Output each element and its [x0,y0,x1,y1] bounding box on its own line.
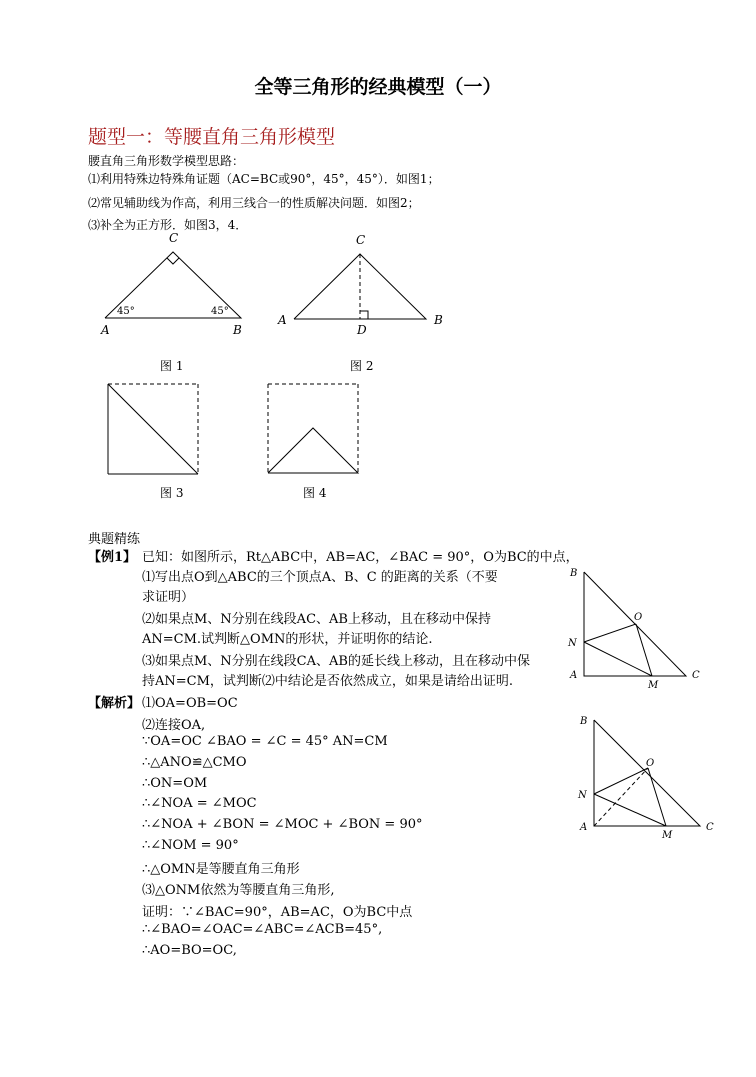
intro-line-1: ⑴利用特殊边特殊角证题（AC=BC或90°，45°，45°）．如图1； [88,172,440,186]
intro-heading: 腰直角三角形数学模型思路： [88,154,245,168]
fig6-label-O: O [646,758,655,769]
fig6-label-M: M [662,830,673,840]
fig5-label-C: C [692,670,700,681]
solution-step-6: ∴∠NOA = ∠MOC [142,796,257,811]
question-2a: ⑵如果点M、N分别在线段AC、AB上移动，且在移动中保持 [142,612,491,627]
solution-step-2: ⑵连接OA, [142,718,206,733]
question-1b: 求证明） [142,590,195,605]
practice-heading: 典题精练 [88,532,141,547]
intro-line-2: ⑵常见辅助线为作高，利用三线合一的性质解决问题．如图2； [88,196,420,210]
fig5-label-A: A [570,670,578,681]
solution-step-8: ∴∠NOM = 90° [142,838,239,853]
fig5-label-B: B [570,568,578,579]
solution-step-10: ⑶△ONM依然为等腰直角三角形, [142,883,335,898]
fig3-caption: 图 3 [160,486,184,500]
solution-step-9: ∴△OMN是等腰直角三角形 [142,862,300,877]
solution-tag: 【解析】 [88,696,141,711]
figure-4 [260,378,370,480]
fig1-caption: 图 1 [160,359,184,373]
solution-step-5: ∴ON=OM [142,776,208,791]
fig2-label-D: D [357,323,367,337]
figure-3 [100,378,210,480]
fig1-label-A: A [101,323,110,337]
question-1a: ⑴写出点O到△ABC的三个顶点A、B、C 的距离的关系（不要 [142,570,498,585]
fig5-label-N: N [568,638,577,649]
solution-step-12: ∴∠BAO=∠OAC=∠ABC=∠ACB=45°, [142,922,383,937]
figure-5 [562,562,712,692]
solution-step-4: ∴△ANO≌△CMO [142,755,247,770]
fig4-caption: 图 4 [303,486,327,500]
question-2b: AN=CM.试判断△OMN的形状，并证明你的结论. [142,632,433,647]
solution-step-1: ⑴OA=OB=OC [142,696,238,711]
fig1-label-C: C [169,231,179,245]
fig6-label-A: A [580,822,588,833]
fig2-caption: 图 2 [350,359,374,373]
fig1-angle-B: 45° [211,306,229,317]
example-stem: 已知：如图所示，Rt△ABC中，AB=AC，∠BAC = 90°，O为BC的中点， [142,550,579,565]
page-title: 全等三角形的经典模型（一） [254,76,502,98]
section-title: 题型一：等腰直角三角形模型 [88,126,336,148]
solution-step-3: ∵OA=OC ∠BAO = ∠C = 45° AN=CM [142,734,388,749]
fig6-label-B: B [580,716,588,727]
example-tag: 【例1】 [88,550,137,565]
figure-2 [272,228,452,340]
intro-line-3: ⑶补全为正方形．如图3，4． [88,218,248,232]
solution-step-13: ∴AO=BO=OC, [142,943,237,958]
solution-step-11: 证明：∵∠BAC=90°，AB=AC，O为BC中点 [142,905,413,920]
fig1-label-B: B [233,323,242,337]
fig5-label-O: O [634,612,643,623]
question-3a: ⑶如果点M、N分别在线段CA、AB的延长线上移动，且在移动中保 [142,654,530,669]
question-3b: 持AN=CM，试判断⑵中结论是否依然成立，如果是请给出证明. [142,674,514,689]
figure-1 [95,228,255,340]
solution-step-7: ∴∠NOA + ∠BON = ∠MOC + ∠BON = 90° [142,817,423,832]
fig1-angle-A: 45° [117,306,135,317]
fig6-label-N: N [578,790,587,801]
fig2-label-B: B [434,313,443,327]
fig5-label-M: M [648,680,659,691]
fig2-label-A: A [278,313,287,327]
figure-6 [572,710,722,840]
fig2-label-C: C [356,233,366,247]
fig6-label-C: C [706,822,714,833]
